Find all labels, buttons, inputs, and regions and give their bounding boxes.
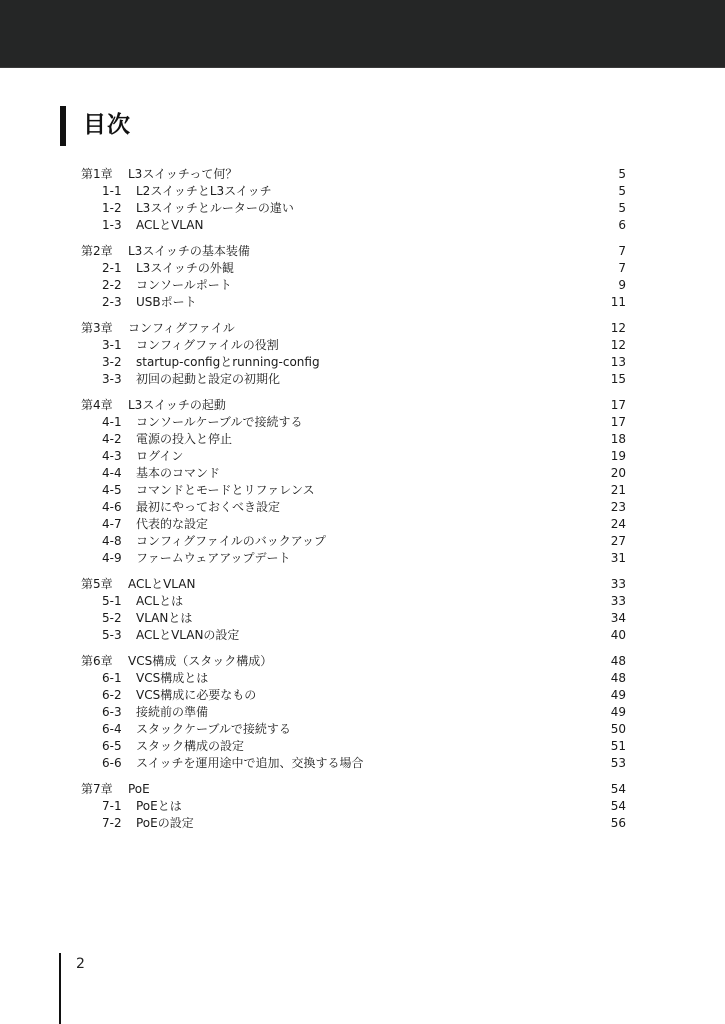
entry-number: 6-3 (102, 705, 122, 719)
entry-page: 27 (610, 534, 626, 548)
entry-page: 7 (618, 244, 626, 258)
toc-chapter-row[interactable] (81, 781, 626, 798)
entry-title: VCS構成（スタック構成） (128, 654, 273, 668)
entry-title: L3スイッチの基本装備 (128, 244, 250, 258)
entry-page: 7 (618, 261, 626, 275)
toc-chapter-row[interactable] (81, 320, 626, 337)
toc-section-row[interactable] (81, 337, 626, 354)
entry-title: コマンドとモードとリファレンス (136, 483, 315, 497)
entry-title: PoE (128, 782, 150, 796)
entry-page: 48 (610, 671, 626, 685)
entry-number: 3-2 (102, 355, 122, 369)
toc-chapter (81, 576, 626, 644)
entry-title: コンフィグファイルのバックアップ (136, 534, 326, 548)
toc-chapter (81, 397, 626, 567)
entry-title: 電源の投入と停止 (136, 432, 233, 446)
entry-number: 4-9 (102, 551, 122, 565)
entry-title: ACLとVLANの設定 (136, 628, 240, 642)
toc-section-row[interactable] (81, 499, 626, 516)
entry-title: 基本のコマンド (136, 466, 221, 480)
entry-title: L3スイッチの起動 (128, 398, 226, 412)
toc-section-row[interactable] (81, 670, 626, 687)
page-title: 目次 (83, 112, 131, 138)
toc-section-row[interactable] (81, 593, 626, 610)
entry-page: 18 (610, 432, 626, 446)
entry-number: 第3章 (81, 321, 113, 335)
entry-page: 13 (610, 355, 626, 369)
entry-page: 56 (610, 816, 626, 830)
toc-section-row[interactable] (81, 516, 626, 533)
entry-page: 9 (618, 278, 626, 292)
entry-title: 初回の起動と設定の初期化 (136, 372, 281, 386)
entry-number: 2-1 (102, 261, 122, 275)
entry-title: スタックケーブルで接続する (136, 722, 291, 736)
toc-chapter-row[interactable] (81, 243, 626, 260)
page-number: 2 (76, 956, 85, 972)
toc-chapter-row[interactable] (81, 576, 626, 593)
toc-chapter-row[interactable] (81, 653, 626, 670)
toc-section-row[interactable] (81, 815, 626, 832)
toc-section-row[interactable] (81, 200, 626, 217)
entry-number: 第4章 (81, 398, 113, 412)
entry-page: 17 (610, 398, 626, 412)
title-accent-bar (60, 106, 66, 146)
entry-number: 4-5 (102, 483, 122, 497)
entry-number: 第7章 (81, 782, 113, 796)
entry-number: 第6章 (81, 654, 113, 668)
entry-page: 12 (610, 321, 626, 335)
entry-page: 53 (610, 756, 626, 770)
toc-section-row[interactable] (81, 294, 626, 311)
entry-title: ACLとは (136, 594, 184, 608)
entry-page: 17 (610, 415, 626, 429)
entry-number: 7-2 (102, 816, 122, 830)
entry-page: 24 (610, 517, 626, 531)
entry-title: スタック構成の設定 (136, 739, 245, 753)
entry-title: 接続前の準備 (136, 705, 209, 719)
entry-page: 15 (610, 372, 626, 386)
entry-number: 第1章 (81, 167, 113, 181)
toc-section-row[interactable] (81, 371, 626, 388)
entry-number: 6-2 (102, 688, 122, 702)
toc-chapter (81, 320, 626, 388)
entry-number: 4-8 (102, 534, 122, 548)
entry-page: 11 (610, 295, 626, 309)
entry-page: 48 (610, 654, 626, 668)
entry-title: VCS構成に必要なもの (136, 688, 257, 702)
entry-number: 2-2 (102, 278, 122, 292)
toc-chapter (81, 653, 626, 772)
entry-title: コンソールケーブルで接続する (136, 415, 303, 429)
entry-title: L3スイッチって何？ (128, 167, 238, 181)
entry-title: コンフィグファイル (128, 321, 235, 335)
entry-page: 54 (610, 782, 626, 796)
toc-section-row[interactable] (81, 183, 626, 200)
entry-number: 6-5 (102, 739, 122, 753)
toc-section-row[interactable] (81, 482, 626, 499)
entry-number: 3-3 (102, 372, 122, 386)
entry-title: 最初にやっておくべき設定 (136, 500, 281, 514)
entry-page: 49 (610, 688, 626, 702)
entry-title: 代表的な設定 (136, 517, 209, 531)
entry-number: 4-2 (102, 432, 122, 446)
entry-number: 3-1 (102, 338, 122, 352)
entry-number: 5-3 (102, 628, 122, 642)
entry-page: 12 (610, 338, 626, 352)
entry-title: L3スイッチとルーターの違い (136, 201, 294, 215)
entry-title: PoEとは (136, 799, 182, 813)
footer-rule (59, 953, 61, 1024)
entry-page: 34 (610, 611, 626, 625)
entry-title: L2スイッチとL3スイッチ (136, 184, 272, 198)
entry-number: 第5章 (81, 577, 113, 591)
entry-number: 6-4 (102, 722, 122, 736)
toc-section-row[interactable] (81, 687, 626, 704)
entry-number: 第2章 (81, 244, 113, 258)
entry-title: startup-configとrunning-config (136, 355, 320, 369)
toc-section-row[interactable] (81, 465, 626, 482)
table-of-contents (81, 166, 626, 841)
entry-number: 7-1 (102, 799, 122, 813)
entry-page: 31 (610, 551, 626, 565)
entry-page: 49 (610, 705, 626, 719)
entry-page: 21 (610, 483, 626, 497)
toc-section-row[interactable] (81, 610, 626, 627)
toc-section-row[interactable] (81, 431, 626, 448)
toc-chapter-row[interactable] (81, 397, 626, 414)
entry-page: 20 (610, 466, 626, 480)
entry-title: ファームウェアアップデート (136, 551, 291, 565)
entry-title: ログイン (136, 449, 184, 463)
entry-page: 5 (618, 201, 626, 215)
toc-section-row[interactable] (81, 627, 626, 644)
entry-number: 1-2 (102, 201, 122, 215)
entry-page: 23 (610, 500, 626, 514)
entry-title: L3スイッチの外観 (136, 261, 234, 275)
entry-page: 54 (610, 799, 626, 813)
entry-page: 40 (610, 628, 626, 642)
toc-chapter (81, 243, 626, 311)
entry-number: 4-1 (102, 415, 122, 429)
entry-page: 33 (610, 577, 626, 591)
toc-section-row[interactable] (81, 448, 626, 465)
entry-page: 33 (610, 594, 626, 608)
toc-section-row[interactable] (81, 354, 626, 371)
entry-number: 4-4 (102, 466, 122, 480)
entry-number: 2-3 (102, 295, 122, 309)
toc-section-row[interactable] (81, 550, 626, 567)
entry-title: USBポート (136, 295, 197, 309)
toc-chapter (81, 781, 626, 832)
entry-title: PoEの設定 (136, 816, 194, 830)
toc-section-row[interactable] (81, 260, 626, 277)
entry-page: 6 (618, 218, 626, 232)
entry-title: VLANとは (136, 611, 193, 625)
toc-section-row[interactable] (81, 721, 626, 738)
toc-section-row[interactable] (81, 704, 626, 721)
toc-section-row[interactable] (81, 738, 626, 755)
entry-page: 5 (618, 167, 626, 181)
top-band (0, 0, 725, 68)
entry-title: ACLとVLAN (128, 577, 196, 591)
entry-title: ACLとVLAN (136, 218, 204, 232)
entry-page: 5 (618, 184, 626, 198)
toc-chapter-row[interactable] (81, 166, 626, 183)
entry-page: 19 (610, 449, 626, 463)
entry-number: 6-6 (102, 756, 122, 770)
toc-section-row[interactable] (81, 533, 626, 550)
entry-number: 4-6 (102, 500, 122, 514)
entry-title: コンソールポート (136, 278, 232, 292)
toc-section-row[interactable] (81, 755, 626, 772)
entry-title: VCS構成とは (136, 671, 209, 685)
entry-page: 51 (610, 739, 626, 753)
entry-number: 1-3 (102, 218, 122, 232)
entry-number: 5-2 (102, 611, 122, 625)
toc-section-row[interactable] (81, 798, 626, 815)
entry-number: 5-1 (102, 594, 122, 608)
toc-chapter (81, 166, 626, 234)
entry-number: 4-7 (102, 517, 122, 531)
entry-number: 4-3 (102, 449, 122, 463)
toc-section-row[interactable] (81, 217, 626, 234)
entry-title: スイッチを運用途中で追加、交換する場合 (136, 756, 364, 770)
entry-number: 1-1 (102, 184, 122, 198)
toc-section-row[interactable] (81, 414, 626, 431)
entry-number: 6-1 (102, 671, 122, 685)
entry-title: コンフィグファイルの役割 (136, 338, 279, 352)
toc-section-row[interactable] (81, 277, 626, 294)
entry-page: 50 (610, 722, 626, 736)
